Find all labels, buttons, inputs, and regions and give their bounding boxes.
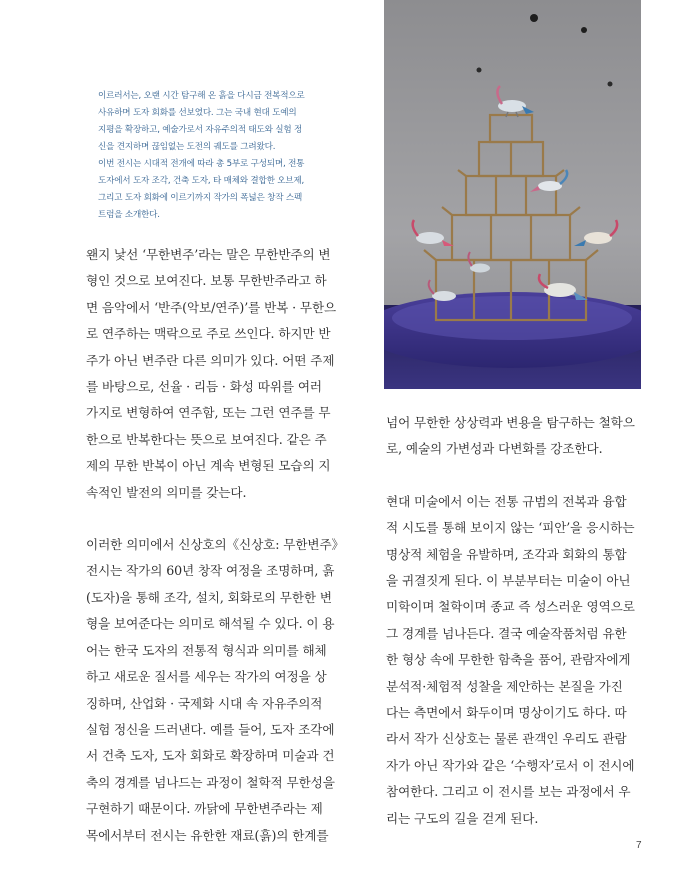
spotlight-icon — [581, 27, 587, 33]
body-line: 서 건축 도자, 도자 회화로 확장하며 미술과 건 — [86, 748, 335, 764]
body-line: 전시는 작가의 60년 창작 여정을 조명하며, 흙 — [86, 563, 335, 579]
body-line: (도자)을 통해 조각, 설치, 회화로의 무한한 변 — [86, 589, 332, 605]
body-line: 라서 작가 신상호는 물론 관객인 우리도 관람 — [386, 731, 627, 747]
intro-text — [98, 88, 344, 224]
body-line: 징하며, 산업화 · 국제화 시대 속 자유주의적 — [86, 695, 323, 711]
body-line: 리는 구도의 길을 걷게 된다. — [386, 810, 539, 826]
left-column — [86, 242, 348, 849]
body-line: 현대 미술에서 이는 전통 규범의 전복과 융합 — [386, 493, 627, 509]
intro-line: 도자에서 도자 조각, 건축 도자, 타 매체와 결합한 오브제, — [98, 176, 305, 186]
intro-line: 신을 견지하며 끊임없는 도전의 궤도를 그려왔다. — [98, 142, 276, 152]
body-line: 가지로 변형하여 연주함, 또는 그런 연주를 무 — [86, 405, 331, 421]
intro-line: 지평을 확장하고, 예술가로서 자유주의적 태도와 실험 정 — [98, 125, 303, 135]
body-line: 를 바탕으로, 선율 · 리듬 · 화성 따위를 여러 — [86, 379, 322, 395]
page-number: 7 — [636, 840, 642, 851]
spotlight-icon — [530, 14, 538, 22]
body-line: 을 귀결짓게 된다. 이 부분부터는 미술이 아닌 — [386, 573, 631, 589]
body-line: 로, 예술의 가변성과 다변화를 강조한다. — [386, 441, 603, 457]
body-line: 면 음악에서 ‘반주(악보/연주)’를 반복 · 무한으 — [86, 299, 337, 315]
spotlight-icon — [608, 82, 613, 87]
body-line: 미학이며 철학이며 종교 즉 성스러운 영역으로 — [386, 599, 635, 615]
body-line: 자가 아닌 작가와 같은 ‘수행자’로서 이 전시에 — [386, 757, 635, 773]
body-line: 분석적·체험적 성찰을 제안하는 본질을 가진 — [386, 678, 623, 694]
body-line: 그 경계를 넘나든다. 결국 예술작품처럼 유한 — [386, 625, 627, 641]
body-line: 하고 새로운 질서를 세우는 작가의 여정을 상 — [86, 669, 327, 685]
body-line: 실험 정신을 드러낸다. 예를 들어, 도자 조각에 — [86, 721, 335, 737]
body-line: 주가 아닌 변주란 다른 의미가 있다. 어떤 주제 — [86, 352, 335, 368]
intro-line: 트럼을 소개한다. — [98, 210, 160, 220]
body-line: 형을 보여준다는 의미로 해석될 수 있다. 이 용 — [86, 616, 335, 632]
body-line: 한 형상 속에 무한한 함축을 품어, 관람자에게 — [386, 652, 631, 668]
gallery-installation-photo — [384, 0, 641, 389]
installation-illustration — [384, 0, 641, 389]
body-line: 넘어 무한한 상상력과 변용을 탐구하는 철학으 — [386, 415, 635, 430]
body-line: 한으로 반복한다는 뜻으로 보여진다. 같은 주 — [86, 431, 327, 447]
intro-line: 사유하며 도자 회화를 선보였다. 그는 국내 현대 도예의 — [98, 108, 297, 118]
right-column — [386, 410, 642, 832]
body-line: 다는 측면에서 화두이며 명상이기도 하다. 따 — [386, 705, 627, 721]
body-line: 속적인 발전의 의미를 갖는다. — [86, 484, 247, 500]
spotlight-icon — [477, 68, 482, 73]
body-line: 이러한 의미에서 신상호의《신상호: 무한변주》 — [86, 537, 345, 553]
body-line: 명상적 체험을 유발하며, 조각과 회화의 통합 — [386, 546, 627, 562]
body-line: 로 연주하는 맥락으로 주로 쓰인다. 하지만 반 — [86, 326, 331, 342]
body-line: 어는 한국 도자의 전통적 형식과 의미를 해체 — [86, 642, 327, 658]
body-line: 참여한다. 그리고 이 전시를 보는 과정에서 우 — [386, 784, 631, 800]
body-line: 제의 무한 반복이 아닌 계속 변형된 모습의 지 — [86, 458, 331, 474]
body-line: 축의 경계를 넘나드는 과정이 철학적 무한성을 — [86, 774, 335, 790]
body-line: 왠지 낯선 ‘무한변주’라는 말은 무한반주의 변 — [86, 247, 331, 262]
intro-line: 이르러서는, 오랜 시간 탐구해 온 흙을 다시금 전복적으로 — [98, 91, 305, 101]
body-line: 목에서부터 전시는 유한한 재료(흙)의 한계를 — [86, 827, 329, 843]
body-line: 적 시도를 통해 보이지 않는 ‘피안’을 응시하는 — [386, 520, 635, 536]
body-line: 형인 것으로 보여진다. 보통 무한반주라고 하 — [86, 273, 327, 289]
body-line: 구현하기 때문이다. 까닭에 무한변주라는 제 — [86, 801, 323, 817]
intro-line: 이번 전시는 시대적 전개에 따라 총 5부로 구성되며, 전통 — [98, 159, 305, 169]
intro-line: 그리고 도자 회화에 이르기까지 작가의 폭넓은 창작 스펙 — [98, 193, 303, 203]
